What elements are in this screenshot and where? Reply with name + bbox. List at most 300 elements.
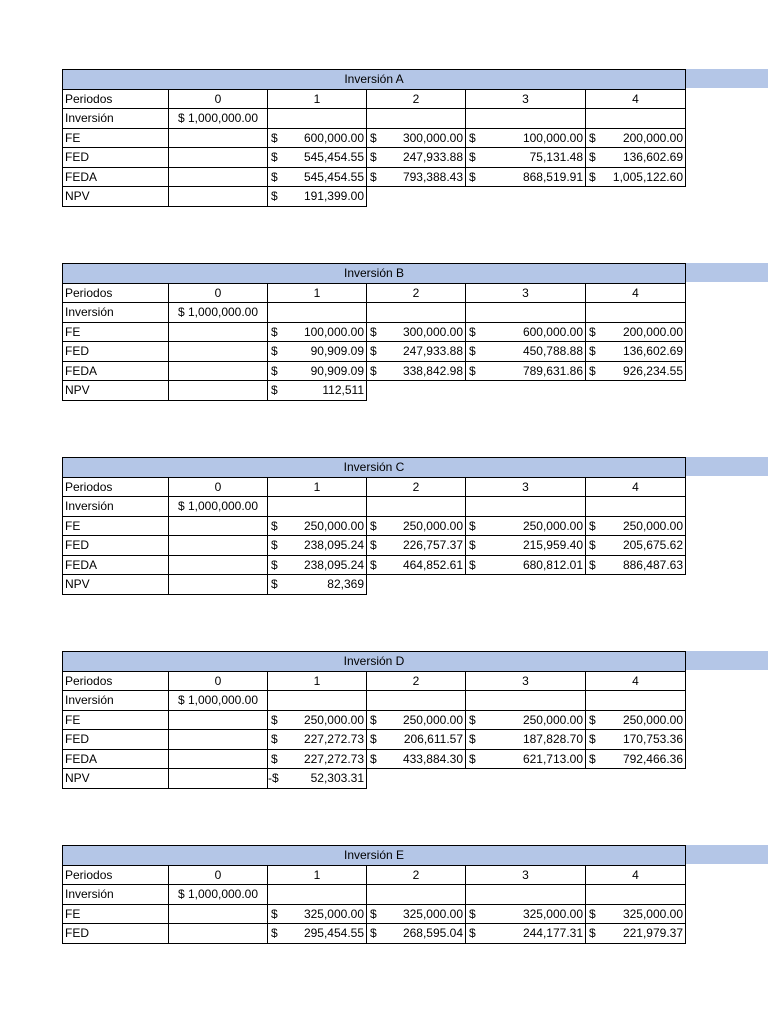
- header-fill-band: [684, 263, 768, 282]
- currency-symbol: $: [469, 169, 476, 184]
- cell-value: 300,000.00: [402, 324, 463, 339]
- cell[interactable]: [268, 148, 367, 168]
- cell-value: 238,095.24: [303, 538, 364, 553]
- table-row: [63, 381, 686, 401]
- period-header[interactable]: 2: [367, 283, 466, 303]
- cell[interactable]: [268, 710, 367, 730]
- cell[interactable]: [268, 128, 367, 148]
- cell[interactable]: [367, 730, 466, 750]
- period-header[interactable]: 3: [466, 283, 586, 303]
- periods-label[interactable]: Periodos: [63, 865, 169, 885]
- table-row: [63, 187, 686, 207]
- periods-label[interactable]: Periodos: [63, 89, 169, 109]
- periods-label[interactable]: Periodos: [63, 283, 169, 303]
- currency-symbol: $: [370, 926, 377, 940]
- cell[interactable]: [586, 361, 686, 381]
- table-title[interactable]: Inversión C: [63, 458, 686, 478]
- cell[interactable]: [268, 342, 367, 362]
- cell[interactable]: [586, 148, 686, 168]
- cell[interactable]: [466, 710, 586, 730]
- period-header[interactable]: 3: [466, 477, 586, 497]
- period-header[interactable]: 3: [466, 865, 586, 885]
- cell-value: 789,631.86: [522, 363, 583, 378]
- currency-symbol: $: [370, 906, 377, 921]
- cell[interactable]: $ 1,000,000.00: [169, 497, 268, 517]
- cell[interactable]: [466, 924, 586, 944]
- cell-value: 200,000.00: [622, 324, 683, 339]
- row-label[interactable]: NPV: [63, 769, 169, 789]
- cell-value: 226,757.37: [402, 538, 463, 553]
- currency-symbol: -$: [268, 771, 279, 785]
- cell-value: 325,000.00: [522, 906, 583, 921]
- currency-symbol: $: [469, 751, 476, 766]
- currency-symbol: $: [469, 518, 476, 533]
- table-row: [63, 128, 686, 148]
- period-header[interactable]: 2: [367, 671, 466, 691]
- cell[interactable]: [169, 148, 268, 168]
- cell[interactable]: [367, 303, 466, 323]
- cell-value: 325,000.00: [622, 906, 683, 921]
- cell-value: 621,713.00: [522, 751, 583, 766]
- investment-table: [62, 651, 686, 789]
- cell-value: 338,842.98: [402, 363, 463, 378]
- row-label[interactable]: FED: [63, 924, 169, 944]
- row-label[interactable]: FED: [63, 148, 169, 168]
- row-label[interactable]: FE: [63, 904, 169, 924]
- cell[interactable]: [586, 710, 686, 730]
- currency-symbol: $: [271, 363, 278, 378]
- cell[interactable]: [367, 749, 466, 769]
- row-label[interactable]: FEDA: [63, 167, 169, 187]
- cell[interactable]: $ 1,000,000.00: [169, 109, 268, 129]
- cell[interactable]: $ 1,000,000.00: [169, 691, 268, 711]
- cell[interactable]: $ 1,000,000.00: [169, 885, 268, 905]
- table-row: [63, 342, 686, 362]
- cell[interactable]: [466, 361, 586, 381]
- header-fill-band: [684, 651, 768, 670]
- row-label[interactable]: FE: [63, 516, 169, 536]
- header-fill-band: [684, 69, 768, 88]
- currency-symbol: $: [271, 130, 278, 145]
- cell[interactable]: [367, 885, 466, 905]
- cell-value: 250,000.00: [402, 518, 463, 533]
- cell[interactable]: [466, 749, 586, 769]
- currency-symbol: $: [271, 169, 278, 184]
- currency-symbol: $: [589, 538, 596, 552]
- cell[interactable]: [169, 536, 268, 556]
- cell[interactable]: [268, 109, 367, 129]
- cell-value: 886,487.63: [622, 557, 683, 572]
- cell-value: 227,272.73: [303, 751, 364, 766]
- cell[interactable]: [466, 167, 586, 187]
- cell[interactable]: [169, 381, 268, 401]
- cell[interactable]: [268, 749, 367, 769]
- currency-symbol: $: [589, 169, 596, 184]
- period-header[interactable]: 2: [367, 477, 466, 497]
- period-header[interactable]: 4: [586, 671, 686, 691]
- period-header[interactable]: 0: [169, 89, 268, 109]
- cell-value: 90,909.09: [310, 344, 364, 359]
- cell-value: 295,454.55: [303, 926, 364, 941]
- cell-value: 191,399.00: [303, 189, 364, 204]
- currency-symbol: $: [469, 926, 476, 940]
- currency-symbol: $: [271, 557, 278, 572]
- period-header[interactable]: 0: [169, 477, 268, 497]
- cell[interactable]: [466, 555, 586, 575]
- cell-value: 464,852.61: [402, 557, 463, 572]
- currency-symbol: $: [271, 926, 278, 940]
- cell[interactable]: [169, 322, 268, 342]
- cell[interactable]: [169, 749, 268, 769]
- row-label[interactable]: FED: [63, 536, 169, 556]
- cell[interactable]: [466, 109, 586, 129]
- currency-symbol: $: [589, 324, 596, 339]
- cell-value: 187,828.70: [522, 732, 583, 747]
- table-row: [63, 749, 686, 769]
- table-title[interactable]: Inversión E: [63, 846, 686, 866]
- currency-symbol: $: [589, 130, 596, 145]
- row-label[interactable]: FE: [63, 710, 169, 730]
- row-label[interactable]: NPV: [63, 381, 169, 401]
- cell-value: 205,675.62: [622, 538, 683, 553]
- currency-symbol: $: [271, 344, 278, 358]
- periods-label[interactable]: Periodos: [63, 477, 169, 497]
- cell[interactable]: [169, 167, 268, 187]
- cell[interactable]: [268, 516, 367, 536]
- currency-symbol: $: [370, 538, 377, 552]
- period-header[interactable]: 1: [268, 865, 367, 885]
- row-label[interactable]: FE: [63, 322, 169, 342]
- cell[interactable]: [466, 148, 586, 168]
- cell-value: 450,788.88: [522, 344, 583, 359]
- cell[interactable]: [268, 730, 367, 750]
- cell-value: 75,131.48: [529, 150, 583, 165]
- cell[interactable]: [367, 148, 466, 168]
- row-label[interactable]: Inversión: [63, 691, 169, 711]
- cell[interactable]: [586, 749, 686, 769]
- table-row: [63, 924, 686, 944]
- table-row: [63, 497, 686, 517]
- cell[interactable]: [169, 904, 268, 924]
- cell[interactable]: [367, 128, 466, 148]
- period-header[interactable]: 3: [466, 89, 586, 109]
- cell[interactable]: [169, 924, 268, 944]
- cell[interactable]: [169, 730, 268, 750]
- cell[interactable]: [586, 109, 686, 129]
- cell-value: 52,303.31: [310, 771, 364, 786]
- period-header[interactable]: 1: [268, 671, 367, 691]
- table-row: [63, 167, 686, 187]
- currency-symbol: $: [469, 906, 476, 921]
- cell[interactable]: [367, 924, 466, 944]
- cell[interactable]: [268, 322, 367, 342]
- period-header[interactable]: 4: [586, 89, 686, 109]
- cell[interactable]: [268, 187, 367, 207]
- cell[interactable]: [466, 128, 586, 148]
- cell-value: 268,595.04: [402, 926, 463, 941]
- cell[interactable]: [466, 342, 586, 362]
- period-header[interactable]: 1: [268, 283, 367, 303]
- period-header[interactable]: 3: [466, 671, 586, 691]
- row-label[interactable]: Inversión: [63, 109, 169, 129]
- currency-symbol: $: [271, 751, 278, 766]
- cell-value: 680,812.01: [522, 557, 583, 572]
- table-row: [63, 710, 686, 730]
- cell-value: 82,369: [327, 577, 364, 592]
- table-row: [63, 109, 686, 129]
- cell[interactable]: [586, 924, 686, 944]
- cell[interactable]: [367, 361, 466, 381]
- cell-value: 244,177.31: [522, 926, 583, 941]
- cell-value: 250,000.00: [402, 712, 463, 727]
- currency-symbol: $: [469, 557, 476, 572]
- cell[interactable]: [466, 730, 586, 750]
- row-label[interactable]: NPV: [63, 575, 169, 595]
- cell[interactable]: [466, 536, 586, 556]
- cell[interactable]: [268, 361, 367, 381]
- currency-symbol: $: [370, 344, 377, 358]
- cell-value: 100,000.00: [522, 130, 583, 145]
- currency-symbol: $: [589, 557, 596, 572]
- cell[interactable]: [268, 769, 367, 789]
- cell[interactable]: [367, 497, 466, 517]
- cell-value: 1,005,122.60: [612, 169, 683, 184]
- cell-value: 250,000.00: [622, 518, 683, 533]
- cell[interactable]: [367, 516, 466, 536]
- cell[interactable]: [367, 322, 466, 342]
- currency-symbol: $: [370, 712, 377, 727]
- currency-symbol: $: [469, 732, 476, 746]
- currency-symbol: $: [469, 538, 476, 552]
- cell[interactable]: [367, 710, 466, 730]
- cell-value: 545,454.55: [303, 169, 364, 184]
- cell[interactable]: [586, 555, 686, 575]
- cell-value: 112,511: [322, 383, 364, 398]
- cell[interactable]: [268, 167, 367, 187]
- cell[interactable]: $ 1,000,000.00: [169, 303, 268, 323]
- cell-value: 325,000.00: [402, 906, 463, 921]
- cell[interactable]: [169, 187, 268, 207]
- cell[interactable]: [367, 536, 466, 556]
- currency-symbol: $: [271, 538, 278, 552]
- cell[interactable]: [586, 303, 686, 323]
- row-label[interactable]: Inversión: [63, 303, 169, 323]
- table-row: [63, 148, 686, 168]
- cell[interactable]: [466, 497, 586, 517]
- periods-label[interactable]: Periodos: [63, 671, 169, 691]
- row-label[interactable]: Inversión: [63, 497, 169, 517]
- cell[interactable]: [367, 342, 466, 362]
- cell[interactable]: [169, 342, 268, 362]
- cell[interactable]: [586, 885, 686, 905]
- row-label[interactable]: FED: [63, 730, 169, 750]
- cell[interactable]: [268, 555, 367, 575]
- currency-symbol: $: [469, 324, 476, 339]
- cell-value: 215,959.40: [522, 538, 583, 553]
- table-title[interactable]: Inversión D: [63, 652, 686, 672]
- cell-value: 600,000.00: [522, 324, 583, 339]
- currency-symbol: $: [370, 130, 377, 145]
- period-header[interactable]: 1: [268, 89, 367, 109]
- cell[interactable]: [586, 691, 686, 711]
- currency-symbol: $: [271, 712, 278, 727]
- table-row: [63, 536, 686, 556]
- cell[interactable]: [268, 303, 367, 323]
- table-row: [63, 575, 686, 595]
- currency-symbol: $: [589, 751, 596, 766]
- table-title[interactable]: Inversión A: [63, 70, 686, 90]
- period-header[interactable]: 0: [169, 671, 268, 691]
- cell[interactable]: [367, 555, 466, 575]
- cell[interactable]: [268, 381, 367, 401]
- currency-symbol: $: [271, 150, 278, 164]
- row-label[interactable]: FEDA: [63, 749, 169, 769]
- header-fill-band: [684, 845, 768, 864]
- period-header[interactable]: 4: [586, 477, 686, 497]
- currency-symbol: $: [271, 906, 278, 921]
- cell-value: 433,884.30: [402, 751, 463, 766]
- period-header[interactable]: 1: [268, 477, 367, 497]
- cell[interactable]: [586, 128, 686, 148]
- cell[interactable]: [268, 575, 367, 595]
- cell-value: 238,095.24: [303, 557, 364, 572]
- currency-symbol: $: [469, 344, 476, 358]
- cell[interactable]: [466, 691, 586, 711]
- currency-symbol: $: [370, 518, 377, 533]
- table-row: [63, 361, 686, 381]
- cell[interactable]: [586, 167, 686, 187]
- row-label[interactable]: FEDA: [63, 555, 169, 575]
- cell[interactable]: [586, 516, 686, 536]
- cell-value: 792,466.36: [622, 751, 683, 766]
- table-row: [63, 691, 686, 711]
- cell[interactable]: [466, 322, 586, 342]
- cell-value: 200,000.00: [622, 130, 683, 145]
- cell[interactable]: [169, 575, 268, 595]
- cell[interactable]: [169, 516, 268, 536]
- cell[interactable]: [367, 691, 466, 711]
- cell[interactable]: [268, 497, 367, 517]
- cell[interactable]: [367, 167, 466, 187]
- cell-value: 250,000.00: [303, 518, 364, 533]
- currency-symbol: $: [589, 363, 596, 378]
- cell[interactable]: [466, 303, 586, 323]
- row-label[interactable]: NPV: [63, 187, 169, 207]
- currency-symbol: $: [469, 150, 476, 164]
- currency-symbol: $: [370, 324, 377, 339]
- table-row: [63, 555, 686, 575]
- cell[interactable]: [367, 904, 466, 924]
- cell-value: 250,000.00: [522, 518, 583, 533]
- cell-value: 90,909.09: [310, 363, 364, 378]
- cell-value: 300,000.00: [402, 130, 463, 145]
- period-header[interactable]: 4: [586, 283, 686, 303]
- cell-value: 545,454.55: [303, 150, 364, 165]
- table-row: [63, 885, 686, 905]
- row-label[interactable]: Inversión: [63, 885, 169, 905]
- cell-value: 926,234.55: [622, 363, 683, 378]
- currency-symbol: $: [469, 130, 476, 145]
- table-title[interactable]: Inversión B: [63, 264, 686, 284]
- cell[interactable]: [586, 342, 686, 362]
- cell[interactable]: [268, 885, 367, 905]
- cell[interactable]: [586, 536, 686, 556]
- cell[interactable]: [268, 924, 367, 944]
- cell-value: 325,000.00: [303, 906, 364, 921]
- cell-value: 250,000.00: [622, 712, 683, 727]
- currency-symbol: $: [370, 150, 377, 164]
- currency-symbol: $: [469, 712, 476, 727]
- cell-value: 227,272.73: [303, 732, 364, 747]
- currency-symbol: $: [370, 169, 377, 184]
- cell[interactable]: [586, 730, 686, 750]
- currency-symbol: $: [589, 518, 596, 533]
- header-fill-band: [684, 457, 768, 476]
- cell[interactable]: [466, 516, 586, 536]
- cell[interactable]: [586, 322, 686, 342]
- currency-symbol: $: [271, 189, 278, 203]
- investment-table: [62, 69, 686, 207]
- investment-table: [62, 263, 686, 401]
- cell[interactable]: [586, 904, 686, 924]
- currency-symbol: $: [271, 577, 278, 591]
- cell-value: 793,388.43: [402, 169, 463, 184]
- currency-symbol: $: [589, 732, 596, 746]
- cell[interactable]: [367, 109, 466, 129]
- cell[interactable]: [169, 128, 268, 148]
- cell[interactable]: [466, 904, 586, 924]
- cell[interactable]: [268, 904, 367, 924]
- cell-value: 206,611.57: [403, 732, 463, 747]
- cell[interactable]: [466, 885, 586, 905]
- cell[interactable]: [169, 710, 268, 730]
- cell-value: 136,602.69: [622, 344, 683, 359]
- currency-symbol: $: [271, 383, 278, 397]
- cell-value: 136,602.69: [622, 150, 683, 165]
- row-label[interactable]: FE: [63, 128, 169, 148]
- period-header[interactable]: 0: [169, 283, 268, 303]
- cell-value: 250,000.00: [522, 712, 583, 727]
- cell[interactable]: [169, 361, 268, 381]
- cell[interactable]: [169, 555, 268, 575]
- currency-symbol: $: [370, 732, 377, 746]
- cell[interactable]: [169, 769, 268, 789]
- period-header[interactable]: 2: [367, 865, 466, 885]
- currency-symbol: $: [271, 518, 278, 533]
- period-header[interactable]: 2: [367, 89, 466, 109]
- period-header[interactable]: 4: [586, 865, 686, 885]
- row-label[interactable]: FED: [63, 342, 169, 362]
- currency-symbol: $: [271, 732, 278, 746]
- cell-value: 221,979.37: [622, 926, 683, 941]
- table-row: [63, 730, 686, 750]
- table-row: [63, 516, 686, 536]
- table-row: [63, 904, 686, 924]
- currency-symbol: $: [469, 363, 476, 378]
- period-header[interactable]: 0: [169, 865, 268, 885]
- cell[interactable]: [268, 691, 367, 711]
- cell[interactable]: [268, 536, 367, 556]
- currency-symbol: $: [589, 344, 596, 358]
- cell-value: 100,000.00: [303, 324, 364, 339]
- investment-table: [62, 457, 686, 595]
- cell-value: 247,933.88: [402, 344, 463, 359]
- cell[interactable]: [586, 497, 686, 517]
- row-label[interactable]: FEDA: [63, 361, 169, 381]
- table-row: [63, 322, 686, 342]
- investment-table: [62, 845, 686, 944]
- currency-symbol: $: [370, 363, 377, 378]
